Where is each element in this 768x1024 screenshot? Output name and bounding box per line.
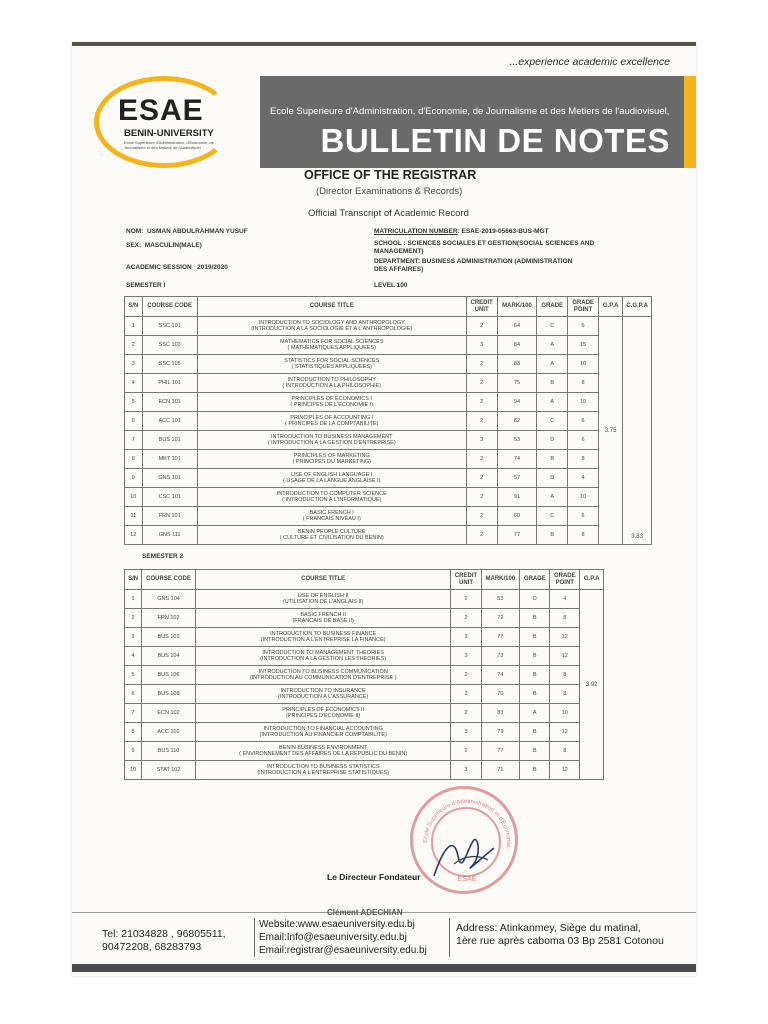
sheet-bottom-edge [72,964,696,972]
cell-point: 6 [568,317,599,336]
cell-code: SSC 101 [142,317,197,336]
col-mark: MARK/100 [481,570,520,590]
cell-point: 10 [568,393,599,412]
cell-title [197,412,466,431]
col-code: COURSE CODE [142,297,197,317]
cell-grade: A [520,704,550,723]
cell-sn: 2 [125,336,143,355]
phone-line-1: Tel: 21034828 , 96805511, [102,928,226,940]
cell-grade: B [537,526,568,545]
title-en: INTRODUCTION TO MANAGEMENT THEORIES [262,649,384,656]
banner-accent [684,76,696,168]
logo-school: Ecole Superieure d'Administration, d'Economie, de Journalisme et des Metiers de l'Audiovisuel [124,140,214,150]
title-fr: ( FRANCAIS NIVEAU I) [302,516,361,522]
cell-grade: B [520,609,550,628]
cell-sn: 10 [125,488,143,507]
cell-credit: 2 [466,488,497,507]
address-line-1: Address: Atinkanmey, Siège du matinal, [456,922,641,934]
cell-point: 12 [550,761,580,780]
table-row [125,628,604,647]
matric-label: MATRICULATION NUMBER [374,228,458,235]
cell-code: ACC 101 [142,412,197,431]
col-point: GRADE POINT [550,570,580,590]
cell-mark: 84 [497,336,537,355]
gpa-value: 3.92 [580,590,604,780]
cell-grade: D [537,431,568,450]
cell-mark: 91 [497,488,537,507]
cell-grade: C [537,412,568,431]
cell-grade: C [537,507,568,526]
cell-mark: 70 [481,685,520,704]
col-title: COURSE TITLE [195,570,451,590]
table-row [125,374,652,393]
document-title: BULLETIN DE NOTES [320,122,670,159]
cell-mark: 94 [497,393,537,412]
title-fr: ( MATHEMATIQUES APPLIQUEES) [287,345,376,351]
title-fr: ( INTRODUCTION A L'INFORMATIQUE) [282,497,382,503]
director-title: Le Directeur Fondateur [327,872,421,882]
cell-grade: B [520,647,550,666]
title-en: INTRODUCTION TO COMPUTER SCIENCE [276,490,387,497]
table-row [125,488,652,507]
cell-code: GNS 111 [142,526,197,545]
logo-name: ESAE [118,94,204,127]
table-row [125,666,604,685]
cell-title [197,450,466,469]
title-fr: (INTRODUCTION A L'ASSURANCE) [278,694,369,700]
transcript-sheet [72,42,696,976]
cell-point: 6 [568,412,599,431]
table-row [125,355,652,374]
cell-title [197,317,466,336]
sex-label: SEX: [126,242,142,249]
cell-credit: 2 [451,666,481,685]
cell-point: 8 [550,666,580,685]
cell-mark: 60 [497,507,537,526]
cell-point: 8 [550,685,580,704]
cell-sn: 9 [125,742,142,761]
cell-title [195,628,451,647]
cell-sn: 1 [125,590,142,609]
title-fr: (INTRODUCTION AU FINANCIER COMPTABILITE) [259,732,387,738]
table-row [125,336,652,355]
title-fr: (INTRODUCTION A LA SOCIOLOGIE ET A L'ANTHROPOLOGIE) [251,326,413,332]
cell-point: 10 [568,355,599,374]
cell-grade: B [520,742,550,761]
semester1-table [124,296,652,545]
col-grade: GRADE [520,570,550,590]
col-sn: S/N [125,570,142,590]
address-line-2: 1ère rue après caboma 03 Bp 2581 Cotonou [456,935,664,947]
cell-credit: 3 [451,647,481,666]
title-banner [260,76,696,168]
col-gpa: G.P.A [599,297,623,317]
title-fr: ( PRINCIPES DU MARKETING) [292,459,372,465]
academic-session [126,264,228,272]
cell-grade: A [537,393,568,412]
cell-credit: 3 [451,628,481,647]
cell-grade: B [520,685,550,704]
cell-credit: 2 [466,507,497,526]
cell-grade: B [520,628,550,647]
cell-point: 8 [568,450,599,469]
cell-title [197,488,466,507]
cell-code: MKT 101 [142,450,197,469]
cell-title [195,647,451,666]
cell-grade: A [537,336,568,355]
cell-code: BUS 101 [142,431,197,450]
transcript-subtitle: Official Transcript of Academic Record [308,208,469,219]
cell-code: GNS 101 [142,469,197,488]
cell-title [195,761,451,780]
cell-credit: 2 [466,412,497,431]
cell-sn: 4 [125,374,143,393]
title-en: BASIC FRENCH II [300,611,346,618]
title-en: INTRODUCTION TO BUSINESS STATISTICS [266,763,380,770]
cell-sn: 7 [125,704,142,723]
cell-title [197,336,466,355]
title-en: INTRODUCTION TO PHILOSOPHY [287,376,376,383]
logo-university: BENIN-UNIVERSITY [124,128,214,139]
director-name: Clément ADECHIAN [327,908,403,917]
cell-credit: 3 [466,336,497,355]
cell-title [195,685,451,704]
title-en: INTRODUCTION TO SOCIOLOGY AND ANTHROPOLOGY [258,319,405,326]
col-title: COURSE TITLE [197,297,466,317]
session-value: 2019/2020 [197,264,228,271]
cell-mark: 71 [481,761,520,780]
table-row [125,685,604,704]
title-en: INTRODUCTION TO BUSINESS MANAGEMENT [271,433,393,440]
cell-point: 8 [568,374,599,393]
table-row [125,742,604,761]
director-subheading: (Director Examinations & Records) [316,186,463,197]
title-en: PRINCIPLES OF MARKETING [293,452,370,459]
cell-code: CSC 101 [142,488,197,507]
office-heading: OFFICE OF THE REGISTRAR [304,168,477,182]
cell-point: 10 [550,704,580,723]
level-info: LEVEL 100 [374,282,408,289]
cell-point: 4 [550,590,580,609]
cell-credit: 2 [466,317,497,336]
col-code: COURSE CODE [142,570,196,590]
col-credit: CREDIT UNIT [451,570,481,590]
cell-credit: 2 [466,526,497,545]
cell-point: 10 [568,488,599,507]
cell-credit: 2 [451,704,481,723]
col-mark: MARK/100 [497,297,537,317]
cell-code: GNS 104 [142,590,196,609]
semester1-label: SEMESTER I [126,282,166,289]
col-credit: CREDIT UNIT [466,297,497,317]
cell-title [195,609,451,628]
cell-mark: 83 [481,704,520,723]
session-label: ACADEMIC SESSION [126,264,192,271]
tagline: ...experience academic excellence [509,56,670,68]
title-en: USE OF ENGLISH LANGUAGE I [291,471,373,478]
cell-mark: 53 [497,431,537,450]
table-row [125,412,652,431]
cell-code: BUS 102 [142,628,196,647]
cell-grade: A [537,488,568,507]
cell-mark: 64 [497,317,537,336]
title-fr: ( CULTURE ET CIVILISATION DU BENIN) [279,535,384,541]
cell-mark: 73 [481,647,520,666]
phone-line-2: 90472208, 68283793 [102,941,202,953]
cell-title [197,469,466,488]
gpa-value: 3.75 [599,317,623,545]
name-value: USMAN ABDULRAHMAN YUSUF [146,228,248,235]
cell-title [195,590,451,609]
cell-point: 8 [550,609,580,628]
cell-mark: 75 [497,374,537,393]
title-fr: ( INTRODUCTION A LA GESTION D'ENTREPRISE) [267,440,396,446]
title-en: PRINCIPLES OF ECONOMICS II [282,706,365,713]
cell-mark: 53 [481,590,520,609]
title-en: PRINCIPLES OF ECONOMICS I [291,395,372,402]
cell-grade: B [520,666,550,685]
footer-address [456,922,664,948]
cell-point: 8 [568,526,599,545]
cell-sn: 1 [125,317,143,336]
cell-credit: 2 [466,393,497,412]
title-en: STATISTICS FOR SOCIAL SCIENCES [284,357,380,364]
cell-mark: 57 [497,469,537,488]
cell-credit: 2 [466,355,497,374]
cell-point: 4 [568,469,599,488]
cell-point: 12 [550,628,580,647]
sex-value: MASCULIN(MALE) [144,242,202,249]
title-fr: ( PRINCIPES DE LA COMPTABILITE) [285,421,379,427]
cell-code: PHIL 101 [142,374,197,393]
cell-sn: 8 [125,723,142,742]
semester2-label: SEMESTER 2 [142,553,184,560]
table-row [125,761,604,780]
cell-sn: 3 [125,355,143,374]
cell-code: FRN 101 [142,507,197,526]
cell-sn: 8 [125,450,143,469]
title-en: BENIN PEOPLE CULTURE [298,528,366,535]
email-registrar-link[interactable]: Email:registrar@esaeuniversity.edu.bj [259,945,427,956]
matric-value: : ESAE-2019-05663-BUS-MGT [457,228,549,235]
title-en: INTRODUCTION TO FINANCIAL ACCOUNTING [263,725,383,732]
cell-point: 6 [568,431,599,450]
title-en: INTRODUCTION TO BUSINESS FINANCE [270,630,377,637]
cell-code: ACC 102 [142,723,196,742]
cell-credit: 3 [466,431,497,450]
cell-title [195,704,451,723]
title-en: INTRODUCTION TO BUSINESS COMMUNICATION [258,668,388,675]
cell-credit: 2 [466,469,497,488]
cell-mark: 77 [481,742,520,761]
cell-point: 15 [568,336,599,355]
footer-phones [102,928,226,954]
cell-point: 6 [568,507,599,526]
cell-title [197,526,466,545]
title-en: MATHEMATICS FOR SOCIAL SCIENCES [280,338,384,345]
cell-sn: 10 [125,761,142,780]
cell-mark: 77 [481,628,520,647]
cell-sn: 4 [125,647,142,666]
title-en: BENIN BUSINESS ENVIRONMENT [279,744,368,751]
cell-code: BUS 106 [142,666,196,685]
cell-credit: 2 [451,590,481,609]
signature-mark [424,826,504,886]
table-row [125,317,652,336]
cell-title [197,507,466,526]
table-row [125,469,652,488]
table-row [125,609,604,628]
esae-logo [88,72,238,172]
cell-sn: 12 [125,526,143,545]
title-en: USE OF ENGLISH II [297,592,349,599]
cell-grade: B [520,723,550,742]
cell-code: FRN 102 [142,609,196,628]
department-info: DEPARTMENT: BUSINESS ADMINISTRATION (ADMINISTRATION DES AFFAIRES) [374,258,573,273]
cell-sn: 6 [125,412,143,431]
cell-grade: B [520,761,550,780]
table-row [125,393,652,412]
cell-code: ECN 101 [142,393,197,412]
col-sn: S/N [125,297,143,317]
cell-sn: 6 [125,685,142,704]
cell-grade: A [537,355,568,374]
table-row [125,590,604,609]
cell-code: SSC 105 [142,355,197,374]
title-fr: (FRANCAIS DE BASE II) [292,618,354,624]
cell-credit: 2 [466,374,497,393]
cell-sn: 3 [125,628,142,647]
cell-code: BUS 110 [142,742,196,761]
cell-credit: 3 [451,761,481,780]
table-row [125,723,604,742]
cell-point: 12 [550,723,580,742]
cell-credit: 2 [451,742,481,761]
semester1-header-row [125,297,652,317]
cell-sn: 2 [125,609,142,628]
student-name [126,228,248,236]
col-point: GRADE POINT [568,297,599,317]
table-row [125,431,652,450]
cell-title [195,742,451,761]
title-en: BASIC FRENCH I [309,509,354,516]
student-sex [126,242,202,250]
cell-mark: 62 [497,412,537,431]
cell-credit: 2 [451,609,481,628]
cell-code: ECN 102 [142,704,196,723]
table-row [125,704,604,723]
school-info: SCHOOL : SCIENCES SOCIALES ET GESTION(SOCIAL SCIENCES AND MANAGEMENT) [374,240,595,255]
cell-sn: 5 [125,666,142,685]
title-en: PRINCIPLES OF ACCOUNTING I [290,414,374,421]
table-row [125,507,652,526]
cell-mark: 72 [481,609,520,628]
title-fr: (INTRODUCTION A L'ENTREPRISE LA FINANCE) [260,637,386,643]
cell-mark: 74 [497,450,537,469]
stamp-bottom-text: ESAE [457,876,477,883]
footer-contacts [254,918,450,957]
cell-mark: 79 [481,723,520,742]
cell-title [195,723,451,742]
school-name: Ecole Superieure d'Administration, d'Economie, de Journalisme et des Metiers de l'audiovisuel, [270,106,670,117]
cell-credit: 2 [451,685,481,704]
cell-grade: C [537,317,568,336]
col-cgpa: C.G.P.A [623,297,652,317]
cell-title [195,666,451,685]
cell-sn: 9 [125,469,143,488]
title-fr: ( STATISTIQUES APPLIQUEES) [291,364,372,370]
title-fr: ( INTRODUCTION A LA PHILOSOPHIE) [282,383,382,389]
title-fr: (INTRODUCTION AU COMMUNICATION D'ENTREPRISE ) [249,675,397,681]
cell-sn: 11 [125,507,143,526]
matriculation [374,228,549,236]
col-grade: GRADE [537,297,568,317]
title-fr: (PRINCIPES D'ECONOMIE II) [285,713,361,719]
title-fr: (INTRODUCTION A L'ENTREPRISE STATISTIQUES) [257,770,389,776]
cell-mark: 74 [481,666,520,685]
cell-title [197,374,466,393]
title-fr: ( ENVIRONNEMENT DES AFFAIRES DE LA REPUBLIC DU BENIN) [239,751,408,757]
table-row [125,647,604,666]
cell-grade: D [537,469,568,488]
cell-title [197,431,466,450]
cell-grade: B [537,450,568,469]
cell-grade: B [537,374,568,393]
cell-grade: D [520,590,550,609]
cell-mark: 77 [497,526,537,545]
title-fr: ( USAGE DE LA LANGUE ANGLAISE I) [282,478,381,484]
title-en: INTRODUCTION TO INSURANCE [280,687,366,694]
table-row [125,526,652,545]
cell-credit: 3 [451,723,481,742]
cell-code: SSC 103 [142,336,197,355]
cell-point: 12 [550,647,580,666]
cell-title [197,393,466,412]
cell-title [197,355,466,374]
name-label: NOM: [126,228,144,235]
cell-mark: 83 [497,355,537,374]
website-link[interactable]: Website:www.esaeuniversity.edu.bj [259,919,415,930]
title-fr: (UTILISATION DE L'ANGLAIS II) [282,599,364,605]
cgpa-value: 3.83 [623,317,652,545]
title-fr: (INTRODUCTION A LA GESTION LES THEORIES) [260,656,387,662]
cell-credit: 2 [466,450,497,469]
cell-code: BUS 108 [142,685,196,704]
semester2-header-row [125,570,604,590]
cell-sn: 7 [125,431,143,450]
title-fr: ( PRINCIPES DE L'ECONOMIE I) [290,402,374,408]
semester2-table [124,569,604,780]
cell-code: STAT 102 [142,761,196,780]
table-row [125,450,652,469]
email-info-link[interactable]: Email:Info@esaeuniversity.edu.bj [259,932,407,943]
col-gpa: G.P.A [580,570,604,590]
cell-code: BUS 104 [142,647,196,666]
cell-point: 8 [550,742,580,761]
stamp-ring-text: Ecole Superieure d'Administration et d'Economie [422,798,512,848]
cell-sn: 5 [125,393,143,412]
